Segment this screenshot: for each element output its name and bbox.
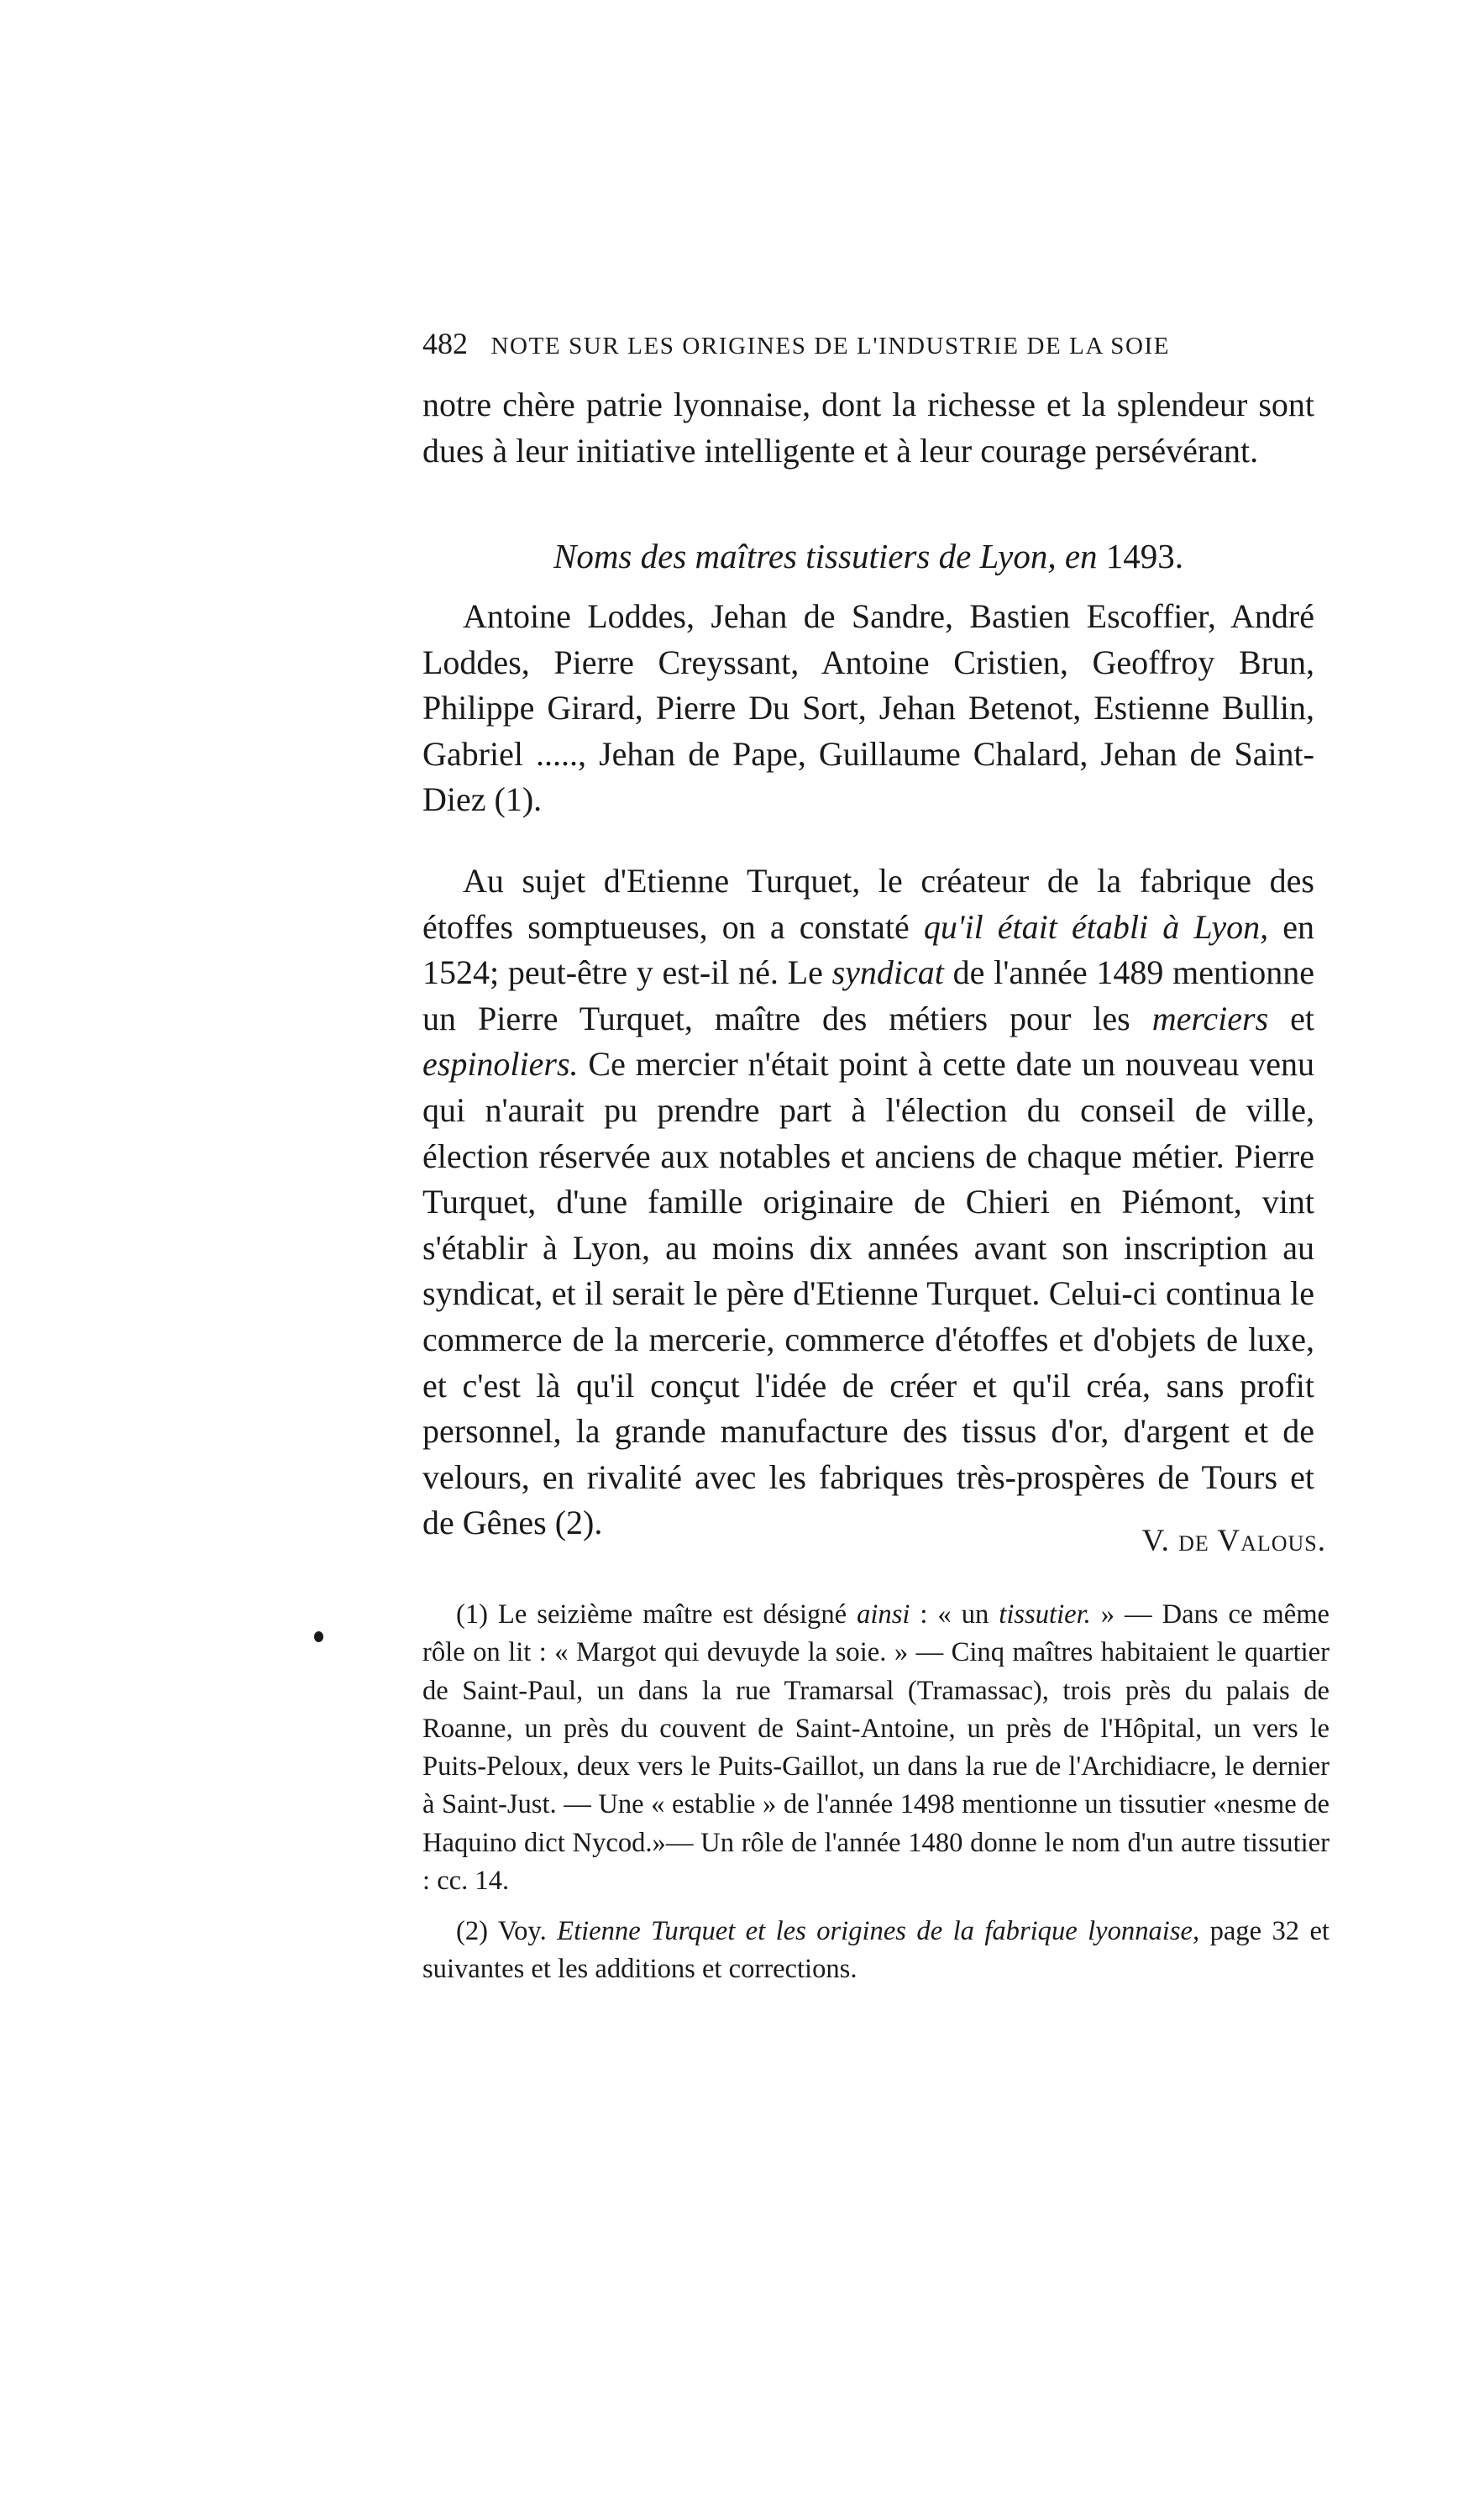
fn1-text-2: : « un	[920, 1599, 989, 1630]
footnote-1	[422, 1596, 1330, 1900]
p3-italic-1: qu'il était établi à Lyon,	[923, 907, 1269, 946]
fn2-text-1: (2) Voy.	[456, 1916, 547, 1946]
ink-dot-mark	[314, 1631, 323, 1642]
fn2-italic-1: Etienne Turquet et les origines de la fabrique lyonnaise,	[557, 1916, 1200, 1946]
section-heading	[422, 533, 1314, 579]
fn2-text-2: page 32 et suivantes et les additions et corrections.	[422, 1916, 1330, 1985]
fn1-italic-2: tissutier.	[999, 1599, 1091, 1630]
p3-italic-4: espinoliers.	[422, 1045, 579, 1084]
p3-text-3: de l'année 1489 mentionne un Pierre Turquet, maître des métiers pour les	[422, 953, 1314, 1037]
page-number: 482	[422, 327, 468, 360]
p3-italic-2: syndicat	[831, 953, 944, 992]
fn1-italic-1: ainsi	[857, 1599, 910, 1630]
section-heading-year: 1493.	[1105, 537, 1184, 575]
paragraph-2-names: Antoine Loddes, Jehan de Sandre, Bastien Escoffier, André Loddes, Pierre Creyssant, Antoine Cristien, Geoffroy Brun, Philippe Girard, Pierre Du Sort, Jehan Betenot, Estienne Bullin, Gabriel ....., Jehan de Pape, Guillaume Chalard, Jehan de Saint-Diez (1).	[422, 597, 1314, 819]
author-signature	[422, 1520, 1326, 1562]
fn1-text-1: (1) Le seizième maître est désigné	[456, 1599, 847, 1630]
paragraph-1: notre chère patrie lyonnaise, dont la richesse et la splendeur sont dues à leur initiative intelligente et à leur courage persévérant.	[422, 386, 1314, 470]
p3-conjunction: et	[1290, 999, 1315, 1037]
running-title: NOTE SUR LES ORIGINES DE L'INDUSTRIE DE LA SOIE	[490, 333, 1171, 360]
fn1-text-3: » — Dans ce même rôle on lit : « Margot qui devuyde la soie. » — Cinq maîtres habitaient le quartier de Saint-Paul, un dans la rue Tramarsal (Tramassac), trois près du palais de Roanne, un près du couvent de Saint-Antoine, un près de l'Hôpital, un vers le Puits-Peloux, deux vers le Puits-Gaillot, un dans la rue de l'Archidiacre, le dernier à Saint-Just. — Une « establie » de l'année 1498 mentionne un tissutier «nesme de Haquino dict Nycod.»— Un rôle de l'année 1480 donne le nom d'un autre tissutier : cc. 14.	[422, 1599, 1330, 1897]
section-heading-text: Noms des maîtres tissutiers de Lyon, en	[553, 537, 1098, 575]
p3-text-4: Ce mercier n'était point à cette date un nouveau venu qui n'aurait pu prendre part à l'élection du conseil de ville, élection réservée aux notables et anciens de chaque métier. Pierre Turquet, d'une famille originaire de Chieri en Piémont, vint s'établir à Lyon, au moins dix années avant son inscription au syndicat, et il serait le père d'Etienne Turquet. Celui-ci continua le commerce de la mercerie, commerce d'étoffes et d'objets de luxe, et c'est là qu'il conçut l'idée de créer et qu'il créa, sans profit personnel, la grande manufacture des tissus d'or, d'argent et de velours, en rivalité avec les fabriques très-prospères de Tours et de Gênes (2).	[422, 1045, 1315, 1542]
p3-italic-3: merciers	[1151, 999, 1269, 1037]
footnote-2	[422, 1913, 1330, 1989]
p3-text-2: en 1524; peut-être y est-il né. Le	[422, 907, 1314, 992]
running-head	[422, 326, 1313, 368]
signature-text: V. de Valous.	[1141, 1524, 1326, 1558]
p3-text-1: Au sujet d'Etienne Turquet, le créateur de la fabrique des étoffes somptueuses, on a constaté	[422, 862, 1314, 946]
paragraph-3	[422, 858, 1314, 1546]
